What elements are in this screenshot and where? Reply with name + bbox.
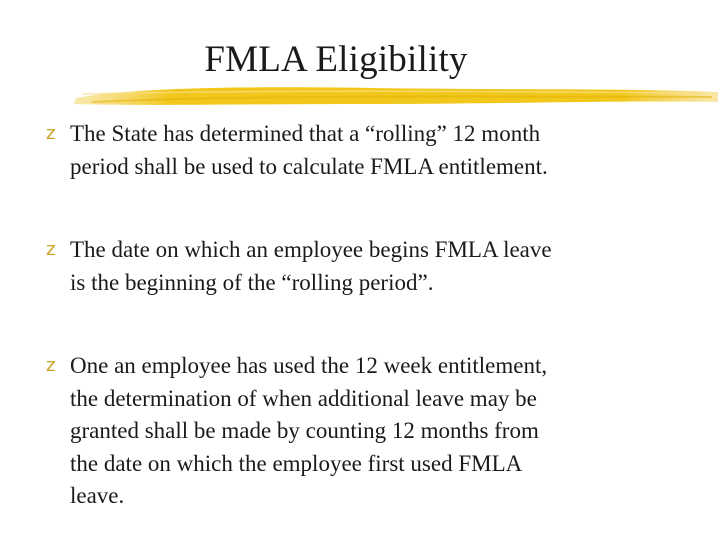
bullet-line: the date on which the employee first used FMLA	[70, 450, 523, 476]
bullet-list	[46, 118, 686, 513]
title-underline-brushstroke	[72, 82, 720, 112]
bullet-line: The State has determined that a “rolling” 12 month	[70, 121, 541, 146]
z-bullet-icon: z	[46, 239, 56, 260]
slide-title: FMLA Eligibility	[204, 39, 468, 80]
bullet-line: leave.	[70, 483, 125, 508]
bullet-line: is the beginning of the “rolling period”.	[70, 269, 434, 295]
z-bullet-icon: z	[46, 355, 56, 376]
z-bullet-icon: z	[46, 123, 56, 144]
bullet-line: The date on which an employee begins FMLA leave	[70, 237, 552, 262]
bullet-item	[46, 350, 686, 513]
bullet-line: period shall be used to calculate FMLA entitlement.	[70, 153, 548, 179]
bullet-line: granted shall be made by counting 12 months from	[70, 418, 539, 443]
bullet-item	[46, 118, 686, 183]
bullet-line: the determination of when additional leave may be	[70, 385, 537, 411]
bullet-item	[46, 234, 686, 299]
bullet-line: One an employee has used the 12 week entitlement,	[70, 353, 548, 378]
